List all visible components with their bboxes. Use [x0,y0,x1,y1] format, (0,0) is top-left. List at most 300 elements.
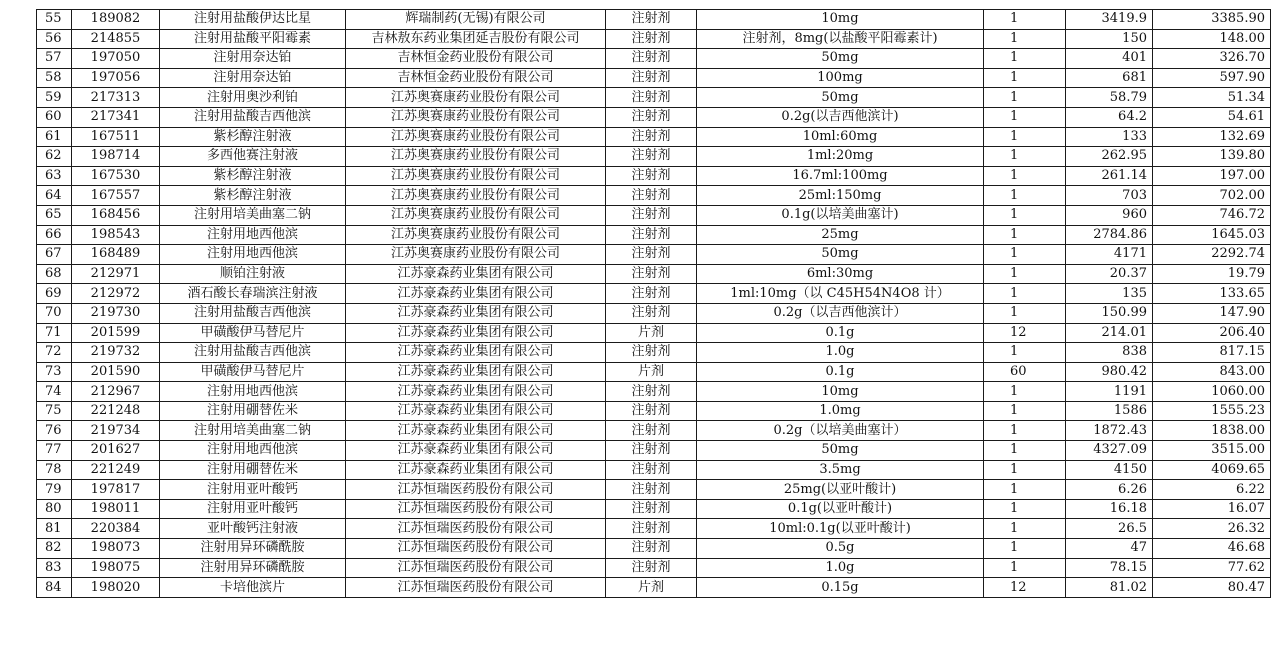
manufacturer-cell: 江苏恒瑞医药股份有限公司 [346,499,606,519]
specification-cell: 1.0g [697,558,984,578]
drug-code-cell: 198073 [72,539,160,559]
original-price-cell: 262.95 [1066,147,1153,167]
drug-code-cell: 217313 [72,88,160,108]
original-price-cell: 3419.9 [1066,10,1153,30]
drug-code-cell: 219734 [72,421,160,441]
drug-code-cell: 201599 [72,323,160,343]
row-number-cell: 78 [37,460,72,480]
dosage-form-cell: 注射剂 [606,205,697,225]
table-row [37,127,1271,147]
table-row [37,245,1271,265]
table-row [37,519,1271,539]
drug-name-cell: 紫杉醇注射液 [160,186,346,206]
original-price-cell: 214.01 [1066,323,1153,343]
manufacturer-cell: 吉林恒金药业股份有限公司 [346,49,606,69]
pack-quantity-cell: 1 [984,264,1066,284]
dosage-form-cell: 注射剂 [606,264,697,284]
price-cell: 3385.90 [1153,10,1271,30]
specification-cell: 1ml:20mg [697,147,984,167]
table-row [37,147,1271,167]
drug-name-cell: 注射用盐酸伊达比星 [160,10,346,30]
drug-code-cell: 197056 [72,68,160,88]
specification-cell: 25mg [697,225,984,245]
drug-code-cell: 198714 [72,147,160,167]
manufacturer-cell: 江苏豪森药业集团有限公司 [346,441,606,461]
manufacturer-cell: 江苏豪森药业集团有限公司 [346,303,606,323]
specification-cell: 0.1g(以培美曲塞计) [697,205,984,225]
pack-quantity-cell: 1 [984,186,1066,206]
original-price-cell: 261.14 [1066,166,1153,186]
row-number-cell: 68 [37,264,72,284]
original-price-cell: 4150 [1066,460,1153,480]
specification-cell: 10ml:0.1g(以亚叶酸计) [697,519,984,539]
dosage-form-cell: 注射剂 [606,499,697,519]
drug-name-cell: 注射用培美曲塞二钠 [160,205,346,225]
dosage-form-cell: 注射剂 [606,107,697,127]
table-row [37,362,1271,382]
original-price-cell: 26.5 [1066,519,1153,539]
drug-code-cell: 167530 [72,166,160,186]
table-row [37,49,1271,69]
specification-cell: 10mg [697,382,984,402]
pack-quantity-cell: 1 [984,284,1066,304]
row-number-cell: 79 [37,480,72,500]
manufacturer-cell: 江苏豪森药业集团有限公司 [346,264,606,284]
drug-name-cell: 顺铂注射液 [160,264,346,284]
price-cell: 19.79 [1153,264,1271,284]
pack-quantity-cell: 12 [984,323,1066,343]
original-price-cell: 78.15 [1066,558,1153,578]
table-row [37,460,1271,480]
row-number-cell: 80 [37,499,72,519]
pack-quantity-cell: 1 [984,499,1066,519]
drug-name-cell: 卡培他滨片 [160,578,346,598]
drug-name-cell: 注射用盐酸吉西他滨 [160,107,346,127]
table-row [37,539,1271,559]
manufacturer-cell: 江苏奥赛康药业股份有限公司 [346,245,606,265]
pack-quantity-cell: 1 [984,166,1066,186]
pack-quantity-cell: 1 [984,401,1066,421]
manufacturer-cell: 江苏豪森药业集团有限公司 [346,401,606,421]
pack-quantity-cell: 1 [984,127,1066,147]
drug-code-cell: 198543 [72,225,160,245]
row-number-cell: 72 [37,343,72,363]
manufacturer-cell: 江苏奥赛康药业股份有限公司 [346,88,606,108]
pack-quantity-cell: 1 [984,460,1066,480]
manufacturer-cell: 江苏奥赛康药业股份有限公司 [346,225,606,245]
table-row [37,323,1271,343]
specification-cell: 1.0mg [697,401,984,421]
table-row [37,441,1271,461]
drug-name-cell: 注射用地西他滨 [160,382,346,402]
drug-code-cell: 219732 [72,343,160,363]
pack-quantity-cell: 1 [984,421,1066,441]
row-number-cell: 57 [37,49,72,69]
row-number-cell: 65 [37,205,72,225]
dosage-form-cell: 注射剂 [606,343,697,363]
pack-quantity-cell: 1 [984,68,1066,88]
pack-quantity-cell: 1 [984,519,1066,539]
drug-code-cell: 212971 [72,264,160,284]
dosage-form-cell: 注射剂 [606,441,697,461]
drug-code-cell: 214855 [72,29,160,49]
table-row [37,107,1271,127]
dosage-form-cell: 注射剂 [606,382,697,402]
row-number-cell: 74 [37,382,72,402]
table-row [37,382,1271,402]
price-cell: 817.15 [1153,343,1271,363]
drug-code-cell: 220384 [72,519,160,539]
specification-cell: 50mg [697,441,984,461]
row-number-cell: 82 [37,539,72,559]
dosage-form-cell: 注射剂 [606,88,697,108]
manufacturer-cell: 江苏豪森药业集团有限公司 [346,343,606,363]
specification-cell: 16.7ml:100mg [697,166,984,186]
specification-cell: 50mg [697,88,984,108]
drug-code-cell: 198075 [72,558,160,578]
specification-cell: 25ml:150mg [697,186,984,206]
drug-code-cell: 198020 [72,578,160,598]
drug-code-cell: 168456 [72,205,160,225]
price-cell: 746.72 [1153,205,1271,225]
pack-quantity-cell: 1 [984,558,1066,578]
manufacturer-cell: 江苏奥赛康药业股份有限公司 [346,107,606,127]
original-price-cell: 150 [1066,29,1153,49]
row-number-cell: 76 [37,421,72,441]
price-cell: 197.00 [1153,166,1271,186]
table-row [37,303,1271,323]
manufacturer-cell: 江苏奥赛康药业股份有限公司 [346,127,606,147]
original-price-cell: 64.2 [1066,107,1153,127]
drug-code-cell: 221249 [72,460,160,480]
dosage-form-cell: 片剂 [606,323,697,343]
original-price-cell: 681 [1066,68,1153,88]
pack-quantity-cell: 1 [984,88,1066,108]
pack-quantity-cell: 1 [984,225,1066,245]
table-row [37,401,1271,421]
dosage-form-cell: 注射剂 [606,421,697,441]
table-row [37,166,1271,186]
dosage-form-cell: 注射剂 [606,147,697,167]
drug-name-cell: 注射用地西他滨 [160,225,346,245]
drug-name-cell: 紫杉醇注射液 [160,127,346,147]
price-cell: 4069.65 [1153,460,1271,480]
drug-name-cell: 注射用培美曲塞二钠 [160,421,346,441]
manufacturer-cell: 江苏恒瑞医药股份有限公司 [346,558,606,578]
specification-cell: 0.1g [697,362,984,382]
pack-quantity-cell: 1 [984,147,1066,167]
table-row [37,10,1271,30]
dosage-form-cell: 注射剂 [606,480,697,500]
row-number-cell: 59 [37,88,72,108]
drug-code-cell: 217341 [72,107,160,127]
row-number-cell: 62 [37,147,72,167]
dosage-form-cell: 注射剂 [606,539,697,559]
table-row [37,284,1271,304]
original-price-cell: 2784.86 [1066,225,1153,245]
table-row [37,578,1271,598]
pack-quantity-cell: 1 [984,382,1066,402]
price-cell: 6.22 [1153,480,1271,500]
drug-code-cell: 198011 [72,499,160,519]
drug-code-cell: 212972 [72,284,160,304]
drug-code-cell: 212967 [72,382,160,402]
dosage-form-cell: 注射剂 [606,460,697,480]
table-row [37,480,1271,500]
drug-name-cell: 甲磺酸伊马替尼片 [160,323,346,343]
row-number-cell: 71 [37,323,72,343]
drug-name-cell: 注射用奈达铂 [160,68,346,88]
pack-quantity-cell: 1 [984,480,1066,500]
table-row [37,225,1271,245]
price-cell: 1645.03 [1153,225,1271,245]
row-number-cell: 60 [37,107,72,127]
drug-code-cell: 221248 [72,401,160,421]
manufacturer-cell: 江苏恒瑞医药股份有限公司 [346,578,606,598]
original-price-cell: 1872.43 [1066,421,1153,441]
specification-cell: 0.5g [697,539,984,559]
price-cell: 3515.00 [1153,441,1271,461]
drug-name-cell: 注射用异环磷酰胺 [160,558,346,578]
specification-cell: 6ml:30mg [697,264,984,284]
table-row [37,558,1271,578]
pack-quantity-cell: 1 [984,303,1066,323]
pack-quantity-cell: 1 [984,10,1066,30]
specification-cell: 注射剂，8mg(以盐酸平阳霉素计) [697,29,984,49]
dosage-form-cell: 注射剂 [606,68,697,88]
original-price-cell: 1586 [1066,401,1153,421]
price-cell: 843.00 [1153,362,1271,382]
original-price-cell: 960 [1066,205,1153,225]
dosage-form-cell: 片剂 [606,362,697,382]
original-price-cell: 838 [1066,343,1153,363]
specification-cell: 1.0g [697,343,984,363]
row-number-cell: 70 [37,303,72,323]
specification-cell: 0.2g（以吉西他滨计） [697,303,984,323]
row-number-cell: 55 [37,10,72,30]
price-cell: 77.62 [1153,558,1271,578]
price-cell: 54.61 [1153,107,1271,127]
drug-name-cell: 注射用亚叶酸钙 [160,480,346,500]
drug-name-cell: 注射用奈达铂 [160,49,346,69]
dosage-form-cell: 注射剂 [606,284,697,304]
drug-name-cell: 注射用地西他滨 [160,441,346,461]
drug-name-cell: 注射用亚叶酸钙 [160,499,346,519]
row-number-cell: 63 [37,166,72,186]
specification-cell: 50mg [697,49,984,69]
price-cell: 16.07 [1153,499,1271,519]
dosage-form-cell: 注射剂 [606,401,697,421]
table-row [37,186,1271,206]
pack-quantity-cell: 1 [984,441,1066,461]
table-row [37,29,1271,49]
pack-quantity-cell: 1 [984,107,1066,127]
manufacturer-cell: 江苏恒瑞医药股份有限公司 [346,519,606,539]
price-cell: 326.70 [1153,49,1271,69]
row-number-cell: 75 [37,401,72,421]
pack-quantity-cell: 1 [984,343,1066,363]
price-cell: 80.47 [1153,578,1271,598]
manufacturer-cell: 辉瑞制药(无锡)有限公司 [346,10,606,30]
table-row [37,343,1271,363]
drug-code-cell: 201590 [72,362,160,382]
drug-code-cell: 189082 [72,10,160,30]
dosage-form-cell: 注射剂 [606,10,697,30]
manufacturer-cell: 江苏豪森药业集团有限公司 [346,460,606,480]
row-number-cell: 73 [37,362,72,382]
price-cell: 51.34 [1153,88,1271,108]
original-price-cell: 980.42 [1066,362,1153,382]
drug-name-cell: 注射用盐酸吉西他滨 [160,303,346,323]
specification-cell: 0.2g(以吉西他滨计) [697,107,984,127]
dosage-form-cell: 注射剂 [606,245,697,265]
price-cell: 139.80 [1153,147,1271,167]
manufacturer-cell: 江苏豪森药业集团有限公司 [346,284,606,304]
specification-cell: 25mg(以亚叶酸计) [697,480,984,500]
dosage-form-cell: 注射剂 [606,225,697,245]
drug-name-cell: 亚叶酸钙注射液 [160,519,346,539]
dosage-form-cell: 注射剂 [606,519,697,539]
row-number-cell: 81 [37,519,72,539]
pack-quantity-cell: 1 [984,245,1066,265]
price-cell: 147.90 [1153,303,1271,323]
specification-cell: 0.2g（以培美曲塞计） [697,421,984,441]
table-row [37,205,1271,225]
original-price-cell: 6.26 [1066,480,1153,500]
price-cell: 1838.00 [1153,421,1271,441]
pack-quantity-cell: 12 [984,578,1066,598]
drug-name-cell: 注射用盐酸平阳霉素 [160,29,346,49]
price-cell: 597.90 [1153,68,1271,88]
row-number-cell: 64 [37,186,72,206]
original-price-cell: 150.99 [1066,303,1153,323]
dosage-form-cell: 注射剂 [606,127,697,147]
dosage-form-cell: 片剂 [606,578,697,598]
drug-code-cell: 197050 [72,49,160,69]
original-price-cell: 4327.09 [1066,441,1153,461]
original-price-cell: 1191 [1066,382,1153,402]
original-price-cell: 4171 [1066,245,1153,265]
specification-cell: 50mg [697,245,984,265]
dosage-form-cell: 注射剂 [606,29,697,49]
specification-cell: 0.15g [697,578,984,598]
manufacturer-cell: 江苏奥赛康药业股份有限公司 [346,166,606,186]
specification-cell: 10ml:60mg [697,127,984,147]
table-body [37,10,1271,598]
dosage-form-cell: 注射剂 [606,49,697,69]
price-cell: 133.65 [1153,284,1271,304]
pack-quantity-cell: 1 [984,539,1066,559]
price-cell: 26.32 [1153,519,1271,539]
row-number-cell: 69 [37,284,72,304]
specification-cell: 100mg [697,68,984,88]
drug-name-cell: 注射用盐酸吉西他滨 [160,343,346,363]
dosage-form-cell: 注射剂 [606,303,697,323]
row-number-cell: 67 [37,245,72,265]
pack-quantity-cell: 1 [984,49,1066,69]
price-cell: 2292.74 [1153,245,1271,265]
pack-quantity-cell: 1 [984,29,1066,49]
drug-name-cell: 注射用硼替佐米 [160,401,346,421]
drug-name-cell: 甲磺酸伊马替尼片 [160,362,346,382]
table-row [37,88,1271,108]
original-price-cell: 135 [1066,284,1153,304]
drug-code-cell: 201627 [72,441,160,461]
dosage-form-cell: 注射剂 [606,186,697,206]
pack-quantity-cell: 1 [984,205,1066,225]
original-price-cell: 133 [1066,127,1153,147]
drug-name-cell: 紫杉醇注射液 [160,166,346,186]
specification-cell: 0.1g [697,323,984,343]
manufacturer-cell: 吉林敖东药业集团延吉股份有限公司 [346,29,606,49]
drug-name-cell: 酒石酸长春瑞滨注射液 [160,284,346,304]
dosage-form-cell: 注射剂 [606,166,697,186]
price-cell: 132.69 [1153,127,1271,147]
price-cell: 206.40 [1153,323,1271,343]
pack-quantity-cell: 60 [984,362,1066,382]
price-cell: 1060.00 [1153,382,1271,402]
drug-name-cell: 多西他赛注射液 [160,147,346,167]
row-number-cell: 77 [37,441,72,461]
drug-name-cell: 注射用硼替佐米 [160,460,346,480]
original-price-cell: 58.79 [1066,88,1153,108]
table-row [37,264,1271,284]
table-row [37,499,1271,519]
specification-cell: 3.5mg [697,460,984,480]
manufacturer-cell: 江苏恒瑞医药股份有限公司 [346,539,606,559]
specification-cell: 0.1g(以亚叶酸计) [697,499,984,519]
row-number-cell: 84 [37,578,72,598]
table-row [37,68,1271,88]
drug-code-cell: 197817 [72,480,160,500]
manufacturer-cell: 江苏豪森药业集团有限公司 [346,362,606,382]
manufacturer-cell: 吉林恒金药业股份有限公司 [346,68,606,88]
manufacturer-cell: 江苏奥赛康药业股份有限公司 [346,147,606,167]
row-number-cell: 56 [37,29,72,49]
row-number-cell: 58 [37,68,72,88]
original-price-cell: 20.37 [1066,264,1153,284]
drug-code-cell: 167511 [72,127,160,147]
manufacturer-cell: 江苏豪森药业集团有限公司 [346,323,606,343]
row-number-cell: 66 [37,225,72,245]
row-number-cell: 61 [37,127,72,147]
row-number-cell: 83 [37,558,72,578]
table-row [37,421,1271,441]
drug-code-cell: 167557 [72,186,160,206]
dosage-form-cell: 注射剂 [606,558,697,578]
price-cell: 46.68 [1153,539,1271,559]
manufacturer-cell: 江苏豪森药业集团有限公司 [346,382,606,402]
manufacturer-cell: 江苏豪森药业集团有限公司 [346,421,606,441]
manufacturer-cell: 江苏奥赛康药业股份有限公司 [346,205,606,225]
drug-code-cell: 219730 [72,303,160,323]
drug-price-table [36,9,1271,598]
drug-name-cell: 注射用奥沙利铂 [160,88,346,108]
original-price-cell: 703 [1066,186,1153,206]
original-price-cell: 16.18 [1066,499,1153,519]
price-cell: 148.00 [1153,29,1271,49]
specification-cell: 1ml:10mg（以 C45H54N4O8 计） [697,284,984,304]
drug-name-cell: 注射用地西他滨 [160,245,346,265]
drug-name-cell: 注射用异环磷酰胺 [160,539,346,559]
original-price-cell: 81.02 [1066,578,1153,598]
manufacturer-cell: 江苏恒瑞医药股份有限公司 [346,480,606,500]
original-price-cell: 401 [1066,49,1153,69]
original-price-cell: 47 [1066,539,1153,559]
specification-cell: 10mg [697,10,984,30]
drug-code-cell: 168489 [72,245,160,265]
price-cell: 702.00 [1153,186,1271,206]
